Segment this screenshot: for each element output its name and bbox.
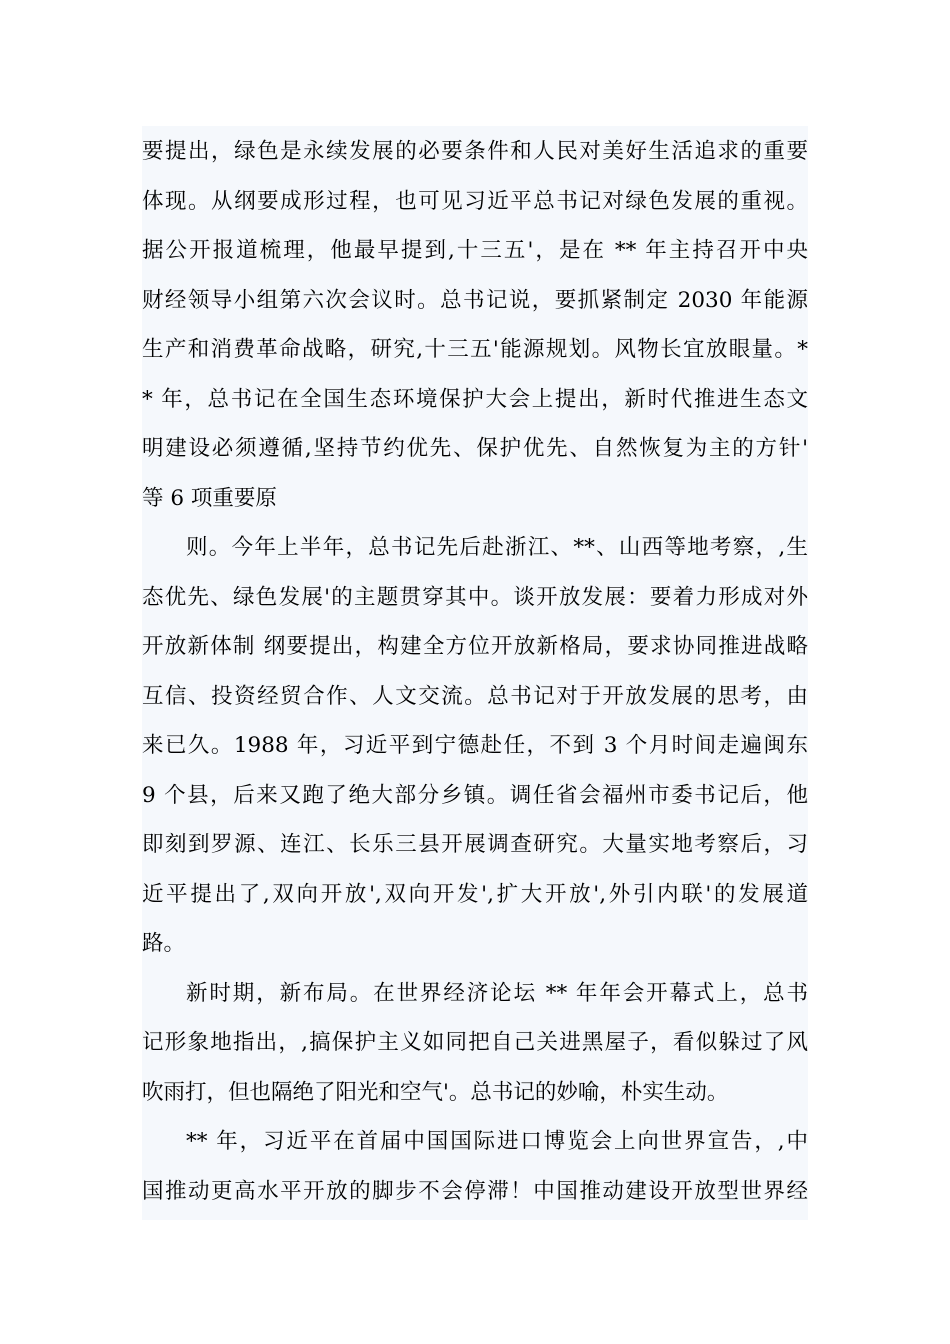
text-line: 要提出，绿色是永续发展的必要条件和人民对美好生活追求的重要: [142, 139, 808, 164]
text-line: 吹雨打，但也隔绝了阳光和空气'。总书记的妙喻，朴实生动。: [142, 1080, 729, 1105]
text-line: 即刻到罗源、连江、长乐三县开展调查研究。大量实地考察后，习: [142, 832, 808, 857]
text-line: 据公开报道梳理，他最早提到,十三五'，是在 ** 年主持召开中央: [142, 238, 808, 263]
text-line: 体现。从纲要成形过程，也可见习近平总书记对绿色发展的重视。: [142, 189, 808, 214]
document-body: [142, 126, 808, 1220]
text-line: 财经领导小组第六次会议时。总书记说，要抓紧制定 2030 年能源: [142, 288, 808, 313]
text-line: 来已久。1988 年，习近平到宁德赴任，不到 3 个月时间走遍闽东: [142, 733, 808, 758]
text-line: 新时期，新布局。在世界经济论坛 ** 年年会开幕式上，总书: [186, 981, 808, 1006]
text-line: ** 年，习近平在首届中国国际进口博览会上向世界宣告，,中: [186, 1129, 808, 1154]
text-line: 则。今年上半年，总书记先后赴浙江、**、山西等地考察，,生: [186, 535, 808, 560]
text-line: 开放新体制 纲要提出，构建全方位开放新格局，要求协同推进战略: [142, 634, 808, 659]
text-line: 记形象地指出，,搞保护主义如同把自己关进黑屋子，看似躲过了风: [142, 1030, 808, 1055]
text-line: 态优先、绿色发展'的主题贯穿其中。谈开放发展：要着力形成对外: [142, 585, 808, 610]
text-line: 等 6 项重要原: [142, 486, 277, 511]
text-line: 互信、投资经贸合作、人文交流。总书记对于开放发展的思考，由: [142, 684, 808, 709]
text-line: 路。: [142, 931, 186, 956]
text-line: * 年，总书记在全国生态环境保护大会上提出，新时代推进生态文: [142, 387, 808, 412]
text-line: 9 个县，后来又跑了绝大部分乡镇。调任省会福州市委书记后，他: [142, 783, 808, 808]
text-line: 生产和消费革命战略，研究,十三五'能源规划。风物长宜放眼量。*: [142, 337, 808, 362]
text-line: 国推动更高水平开放的脚步不会停滞！中国推动建设开放型世界经: [142, 1179, 808, 1204]
text-line: 近平提出了,双向开放',双向开发',扩大开放',外引内联'的发展道: [142, 882, 808, 907]
text-line: 明建设必须遵循,坚持节约优先、保护优先、自然恢复为主的方针': [142, 436, 808, 461]
